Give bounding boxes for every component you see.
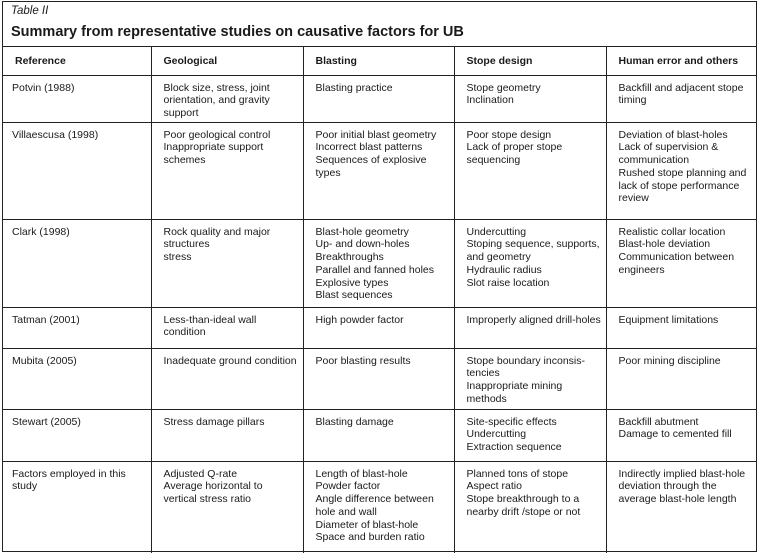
cell-line: Average horizontal to vertical stress ratio [163, 480, 263, 506]
cell-line: Lack of proper stope sequencing [466, 141, 563, 167]
cell-line: Parallel and fanned holes [315, 263, 435, 276]
cell-line: Planned tons of stope [466, 467, 569, 480]
summary-table [3, 47, 756, 553]
cell-line: Stope geometry [466, 81, 541, 94]
cell-line: Blasting practice [315, 81, 393, 94]
cell-line: Block size, stress, joint orientation, and gravity support [163, 81, 270, 120]
header-reference: Reference [3, 47, 151, 75]
cell-line: Lack of supervision & communication [618, 141, 719, 167]
cell-line: Blast sequences [315, 289, 393, 302]
header-stope-design: Stope design [454, 47, 606, 75]
cell-line: Slot raise location [466, 276, 550, 289]
cell-line: Blast-hole deviation [618, 238, 711, 251]
cell-line: Stope breakthrough to a nearby drift /stope or not [466, 493, 581, 518]
cell-blasting [303, 122, 454, 219]
table-frame [2, 1, 757, 552]
cell-blasting [303, 461, 454, 553]
cell-reference: Tatman (2001) [3, 307, 151, 348]
cell-line: Undercutting [466, 225, 527, 238]
cell-stope-design [454, 409, 606, 461]
cell-blasting [303, 348, 454, 409]
cell-line: Damage to cemented fill [618, 428, 732, 441]
table-row [3, 219, 756, 307]
cell-line: Stoping sequence, supports, and geometry [466, 238, 600, 264]
cell-line: Blasting damage [315, 415, 394, 428]
cell-blasting [303, 409, 454, 461]
cell-line: Poor initial blast geometry [315, 128, 437, 141]
cell-line: Deviation of blast-holes [618, 128, 728, 141]
cell-line: stress [163, 251, 192, 264]
cell-geological [151, 461, 303, 553]
cell-line: Explosive types [315, 276, 389, 289]
cell-stope-design [454, 219, 606, 307]
cell-blasting [303, 75, 454, 122]
cell-geological [151, 409, 303, 461]
cell-line: Incorrect blast patterns [315, 141, 423, 154]
table-title: Summary from representative studies on causative factors for UB [11, 24, 464, 40]
cell-line: Angle difference between hole and wall [315, 493, 434, 518]
cell-line: Stope boundary inconsis-tencies [466, 354, 585, 380]
cell-reference: Mubita (2005) [3, 348, 151, 409]
cell-line: Inappropriate support schemes [163, 141, 264, 167]
cell-line: Stress damage pillars [163, 415, 265, 428]
cell-line: Communication between engineers [618, 251, 735, 276]
cell-line: Diameter of blast-hole [315, 518, 419, 531]
cell-stope-design [454, 122, 606, 219]
cell-human-error [606, 122, 756, 219]
cell-reference: Villaescusa (1998) [3, 122, 151, 219]
cell-line: Inclination [466, 94, 514, 107]
cell-human-error [606, 348, 756, 409]
cell-line: Realistic collar location [618, 225, 726, 238]
cell-stope-design [454, 75, 606, 122]
table-body [3, 75, 756, 553]
cell-line: Site-specific effects [466, 415, 557, 428]
cell-line: Less-than-ideal wall condition [163, 313, 257, 339]
cell-line: Backfill and adjacent stope timing [618, 81, 744, 107]
cell-line: Indirectly implied blast-hole deviation through the average blast-hole length [618, 467, 746, 506]
cell-line: Equipment limitations [618, 313, 719, 326]
cell-human-error [606, 461, 756, 553]
table-caption [3, 2, 756, 47]
cell-geological [151, 75, 303, 122]
cell-line: Inappropriate mining methods [466, 380, 563, 405]
header-geological: Geological [151, 47, 303, 75]
header-row [3, 47, 756, 75]
cell-line: Poor stope design [466, 128, 552, 141]
cell-geological [151, 219, 303, 307]
cell-line: Improperly aligned drill-holes [466, 313, 601, 326]
cell-stope-design [454, 348, 606, 409]
cell-human-error [606, 409, 756, 461]
cell-blasting [303, 307, 454, 348]
cell-line: Inadequate ground condition [163, 354, 297, 367]
table-row [3, 409, 756, 461]
cell-line: Poor mining discipline [618, 354, 721, 367]
cell-human-error [606, 75, 756, 122]
table-row [3, 307, 756, 348]
cell-human-error [606, 219, 756, 307]
cell-line: Length of blast-hole [315, 467, 408, 480]
cell-line: Blast-hole geometry [315, 225, 409, 238]
cell-geological [151, 122, 303, 219]
cell-line: Breakthroughs [315, 251, 384, 264]
cell-geological [151, 348, 303, 409]
cell-line: Poor blasting results [315, 354, 411, 367]
cell-line: Up- and down-holes [315, 238, 410, 251]
cell-line: Rushed stope planning and lack of stope performance review [618, 166, 747, 205]
cell-line: High powder factor [315, 313, 404, 326]
cell-line: Backfill abutment [618, 415, 699, 428]
cell-line: Sequences of explosive types [315, 154, 427, 179]
cell-line: Rock quality and major structures [163, 225, 271, 251]
cell-line: Adjusted Q-rate [163, 467, 238, 480]
table-label: Table II [11, 5, 49, 17]
cell-stope-design [454, 307, 606, 348]
cell-blasting [303, 219, 454, 307]
cell-reference: Factors employed in this study [3, 461, 151, 553]
table-row [3, 348, 756, 409]
header-blasting: Blasting [303, 47, 454, 75]
cell-line: Hydraulic radius [466, 263, 542, 276]
cell-stope-design [454, 461, 606, 553]
cell-line: Extraction sequence [466, 441, 562, 454]
cell-reference: Clark (1998) [3, 219, 151, 307]
cell-reference: Stewart (2005) [3, 409, 151, 461]
cell-line: Space and burden ratio [315, 531, 425, 544]
cell-reference: Potvin (1988) [3, 75, 151, 122]
cell-line: Undercutting [466, 428, 527, 441]
table-row [3, 122, 756, 219]
table-row [3, 461, 756, 553]
header-human-error: Human error and others [606, 47, 756, 75]
cell-geological [151, 307, 303, 348]
cell-line: Aspect ratio [466, 480, 522, 493]
cell-line: Poor geological control [163, 128, 271, 141]
cell-human-error [606, 307, 756, 348]
cell-line: Powder factor [315, 480, 381, 493]
table-row [3, 75, 756, 122]
